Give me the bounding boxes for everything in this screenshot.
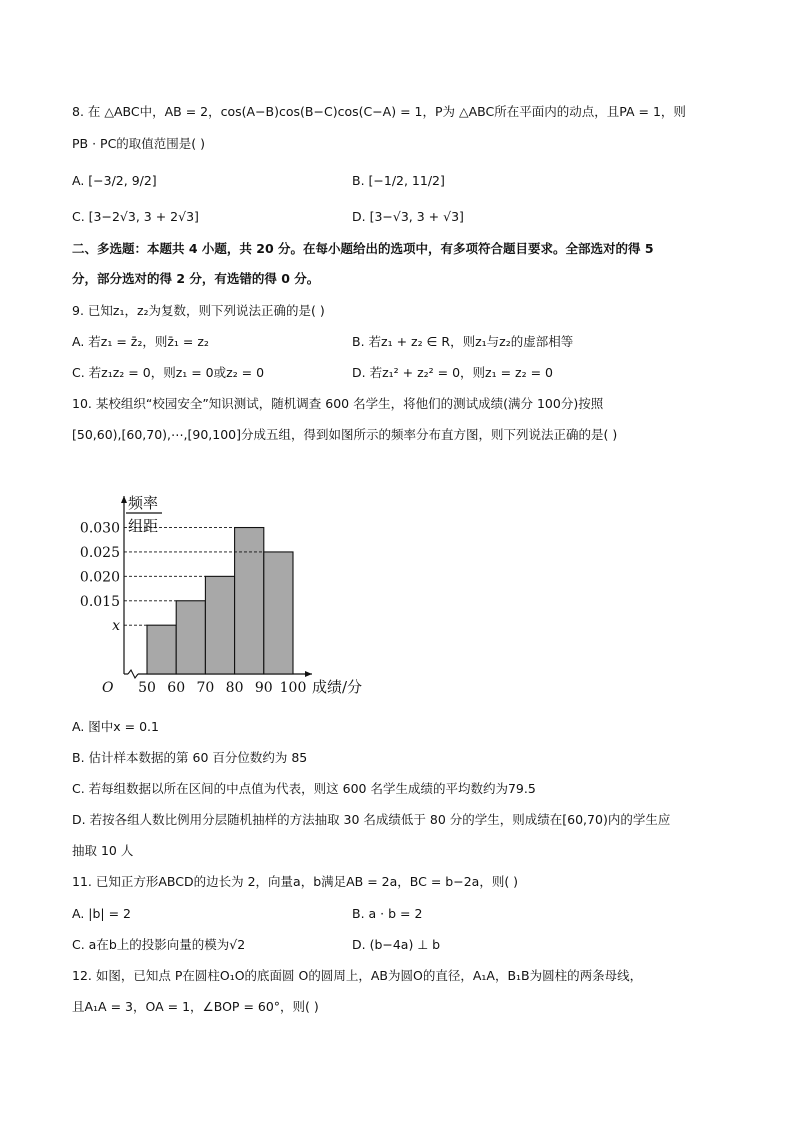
x-tick-label: 70 xyxy=(196,680,215,696)
histogram-bar xyxy=(264,552,293,674)
histogram-bar xyxy=(176,601,205,674)
q8-line2: PB · PC的取值范围是( ) xyxy=(72,136,206,151)
q9-option-a: A. 若z₁ = z̄₂，则z̄₁ = z₂ xyxy=(72,334,209,349)
y-label-numerator: 频率 xyxy=(128,494,159,512)
q12-line2: 且A₁A = 3，OA = 1，∠BOP = 60°，则( ) xyxy=(72,999,319,1014)
x-axis-arrow xyxy=(305,671,312,677)
q9-option-d: D. 若z₁² + z₂² = 0，则z₁ = z₂ = 0 xyxy=(352,365,553,380)
q9-option-c: C. 若z₁z₂ = 0，则z₁ = 0或z₂ = 0 xyxy=(72,365,265,380)
q8-option-d: D. [3−√3, 3 + √3] xyxy=(352,209,464,224)
q9-stem: 9. 已知z₁，z₂为复数，则下列说法正确的是( ) xyxy=(72,303,325,318)
origin-label: O xyxy=(102,680,114,696)
y-tick-label: x xyxy=(112,618,120,635)
y-tick-label: 0.030 xyxy=(79,520,120,537)
q8-line1: 8. 在 △ABC中，AB = 2，cos(A−B)cos(B−C)cos(C−A) = 1，P为 △ABC所在平面内的动点，且PA = 1，则 xyxy=(72,104,686,119)
y-label-denominator: 组距 xyxy=(128,517,159,535)
q12-line1: 12. 如图，已知点 P在圆柱O₁O的底面圆 O的圆周上，AB为圆O的直径，A₁A，B₁B为圆柱的两条母线， xyxy=(72,968,643,983)
x-tick-label: 60 xyxy=(167,680,186,696)
q11-option-a: A. |b| = 2 xyxy=(72,906,132,921)
section2-line1: 二、多选题：本题共 4 小题，共 20 分。在每小题给出的选项中，有多项符合题目要求。全部选对的得 5 xyxy=(72,241,654,256)
q11-stem: 11. 已知正方形ABCD的边长为 2，向量a，b满足AB = 2a，BC = b−2a，则( ) xyxy=(72,874,519,889)
q10-line1: 10. 某校组织“校园安全”知识测试，随机调查 600 名学生，将他们的测试成绩(满分 100分)按照 xyxy=(72,396,604,411)
frequency-histogram xyxy=(79,488,400,702)
y-tick-label: 0.015 xyxy=(79,593,120,610)
q10-option-a: A. 图中x = 0.1 xyxy=(72,719,159,734)
q11-option-b: B. a · b = 2 xyxy=(352,906,423,921)
section2-line2: 分，部分选对的得 2 分，有选错的得 0 分。 xyxy=(72,271,320,286)
x-tick-label: 90 xyxy=(254,680,273,696)
y-tick-label: 0.020 xyxy=(79,569,120,586)
q9-option-b: B. 若z₁ + z₂ ∈ R，则z₁与z₂的虚部相等 xyxy=(352,334,574,349)
x-tick-label: 50 xyxy=(138,680,156,696)
q8-option-a: A. [−3/2, 9/2] xyxy=(72,173,157,188)
x-tick-label: 100 xyxy=(279,680,307,696)
x-tick-label: 80 xyxy=(225,680,244,696)
q8-option-b: B. [−1/2, 11/2] xyxy=(352,173,445,188)
q10-option-d: D. 若按各组人数比例用分层随机抽样的方法抽取 30 名成绩低于 80 分的学生，则成绩在[60,70)内的学生应 xyxy=(72,812,671,827)
histogram-bar xyxy=(205,576,234,674)
x-axis-label: 成绩/分 xyxy=(312,678,363,696)
q10-option-b: B. 估计样本数据的第 60 百分位数约为 85 xyxy=(72,750,308,765)
histogram-bar xyxy=(235,528,264,674)
q10-option-c: C. 若每组数据以所在区间的中点值为代表，则这 600 名学生成绩的平均数约为79.5 xyxy=(72,781,536,796)
q10-option-d-cont: 抽取 10 人 xyxy=(72,843,134,858)
q10-line2: [50,60),[60,70),⋯,[90,100]分成五组，得到如图所示的频率分布直方图，则下列说法正确的是( ) xyxy=(72,427,618,442)
x-axis-break xyxy=(128,670,138,678)
y-axis-arrow xyxy=(121,496,127,503)
q11-option-d: D. (b−4a) ⊥ b xyxy=(352,937,441,952)
y-tick-label: 0.025 xyxy=(79,544,120,561)
q8-option-c: C. [3−2√3, 3 + 2√3] xyxy=(72,209,199,224)
q11-option-c: C. a在b上的投影向量的模为√2 xyxy=(72,937,246,952)
histogram-bar xyxy=(147,625,176,674)
